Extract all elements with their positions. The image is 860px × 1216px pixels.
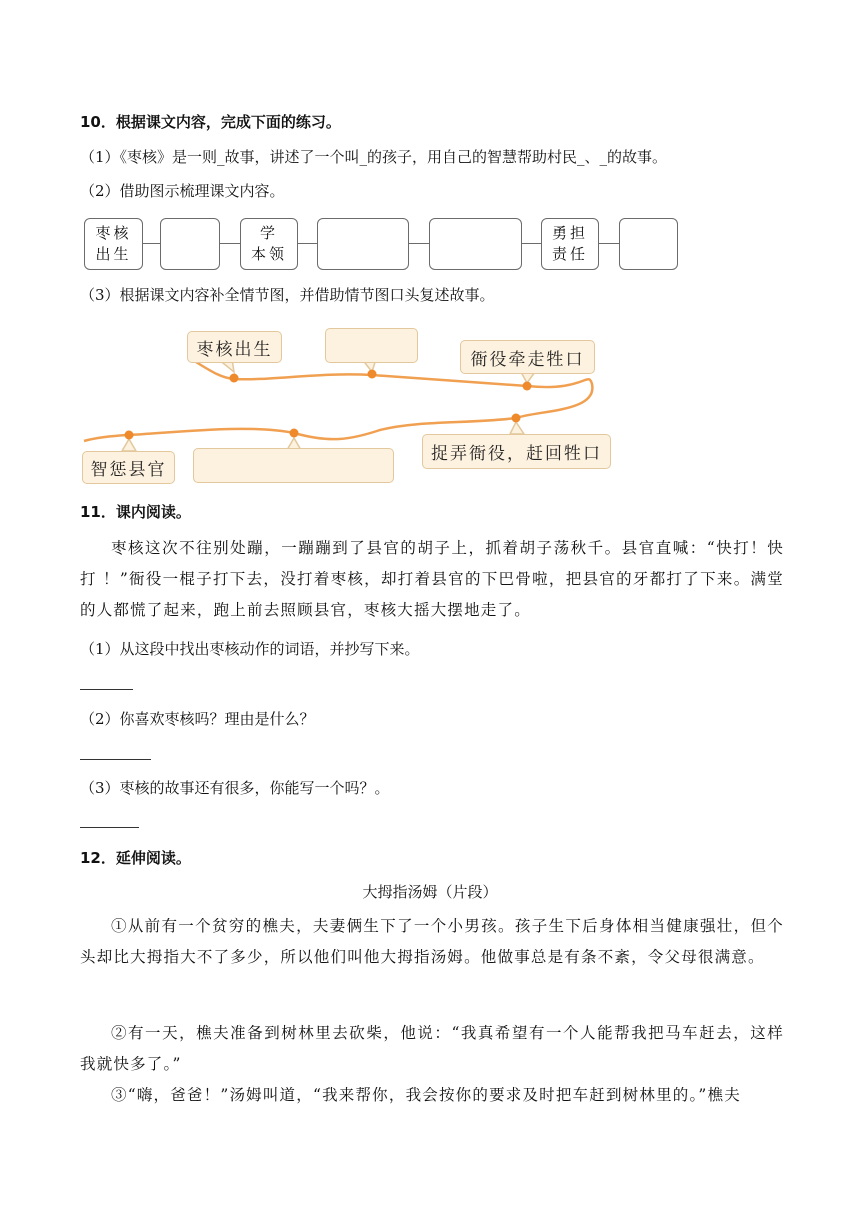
plot-dot	[512, 414, 521, 423]
plot-dot	[368, 370, 377, 379]
plot-box-tricked: 捉弄衙役，赶回牲口	[422, 434, 611, 469]
q10-sub1: （1）《枣核》是一则_故事，讲述了一个叫_的孩子，用自己的智慧帮助村民_、_的故事。	[80, 148, 668, 166]
q11-heading: 11．课内阅读。	[80, 503, 191, 521]
plot-dot	[125, 431, 134, 440]
plot-box-led-away: 衙役牵走牲口	[460, 340, 595, 374]
flow-box-born: 枣核 出生	[84, 218, 143, 270]
plot-dot	[230, 374, 239, 383]
q12-heading: 12．延伸阅读。	[80, 849, 191, 867]
plot-box-punish: 智惩县官	[82, 451, 175, 484]
q12-story-title: 大拇指汤姆（片段）	[362, 883, 498, 901]
flow-box-responsibility: 勇担 责任	[541, 218, 599, 270]
callout-pointer	[510, 422, 524, 434]
plot-dot	[523, 382, 532, 391]
answer-line[interactable]	[80, 689, 133, 690]
q10-heading: 10．根据课文内容，完成下面的练习。	[80, 113, 341, 131]
q11-question-3: （3）枣核的故事还有很多，你能写一个吗？。	[80, 779, 390, 797]
q10-sub3: （3）根据课文内容补全情节图，并借助情节图口头复述故事。	[80, 286, 495, 304]
q12-paragraph-1: ①从前有一个贫穷的樵夫，夫妻俩生下了一个小男孩。孩子生下后身体相当健康强壮，但个头却比大拇指大不了多少，所以他们叫他大拇指汤姆。他做事总是有条不紊，令父母很满意。	[80, 917, 784, 966]
answer-line[interactable]	[80, 759, 151, 760]
plot-box-born: 枣核出生	[187, 331, 282, 363]
q11-passage: 枣核这次不往别处蹦，一蹦蹦到了县官的胡子上，抓着胡子荡秋千。县官直喊：“快打！快打 ！”衙役一棍子打下去，没打着枣核，却打着县官的下巴骨啦，把县官的牙都打了下来。满堂的人都慌了起来，跑上前去照顾县官，枣核大摇大摆地走了。	[80, 539, 784, 619]
flow-box-learn-skills: 学 本领	[240, 218, 298, 270]
plot-box-blank-bottom[interactable]	[193, 448, 394, 483]
callout-pointer	[122, 439, 136, 451]
plot-dot	[290, 429, 299, 438]
q11-question-1: （1）从这段中找出枣核动作的词语，并抄写下来。	[80, 640, 420, 658]
q12-paragraph-2: ②有一天，樵夫准备到树林里去砍柴，他说：“我真希望有一个人能帮我把马车赶去，这样我就快多了。”	[80, 1024, 784, 1073]
q12-paragraph-3: ③“嗨，爸爸！”汤姆叫道，“我来帮你，我会按你的要求及时把车赶到树林里的。”樵夫	[111, 1086, 741, 1104]
q10-sub2: （2）借助图示梳理课文内容。	[80, 182, 285, 200]
answer-line[interactable]	[80, 827, 139, 828]
q11-question-2: （2）你喜欢枣核吗？理由是什么？	[80, 710, 315, 728]
plot-box-blank-top[interactable]	[325, 328, 418, 363]
